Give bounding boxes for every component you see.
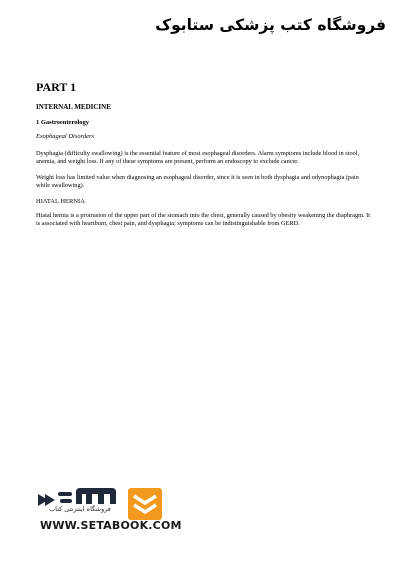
document-body — [36, 80, 371, 236]
chevron-mark-icon — [38, 488, 116, 506]
part-heading: PART 1 — [36, 80, 77, 94]
chapter-heading: 1 Gastroenterology — [36, 119, 90, 126]
section-heading: INTERNAL MEDICINE — [36, 103, 111, 111]
paragraph: Hiatal hernia is a protrusion of the upper part of the stomach into the chest, generally caused by obesity weakening the diaphragm. It is associated with heartburn, chest pain, and dysphagia; symptoms can be indistinguishable from GERD. — [36, 212, 370, 227]
logo-tagline: فروشگاه اینترنتی کتاب — [49, 505, 111, 513]
website-url: WWW.SETABOOK.COM — [40, 519, 182, 532]
store-banner-title: فروشگاه کتب پزشکی ستابوک — [155, 16, 386, 34]
paragraph: Weight loss has limited value when diagnosing an esophageal disorder, since it is seen in both dysphagia and odynophagia (pain while swallowing). — [36, 174, 359, 189]
orange-book-icon — [128, 488, 162, 520]
hiatal-hernia-heading: HIATAL HERNIA — [36, 198, 85, 205]
topic-subtitle: Esophageal Disorders — [36, 133, 95, 140]
paragraph: Dysphagia (difficulty swallowing) is the essential feature of most esophageal disorders. Alarm symptoms include blood in stool, anemia, and weight loss. If any of these symptoms are present, perform an endoscopy to exclude cancer. — [36, 150, 360, 165]
